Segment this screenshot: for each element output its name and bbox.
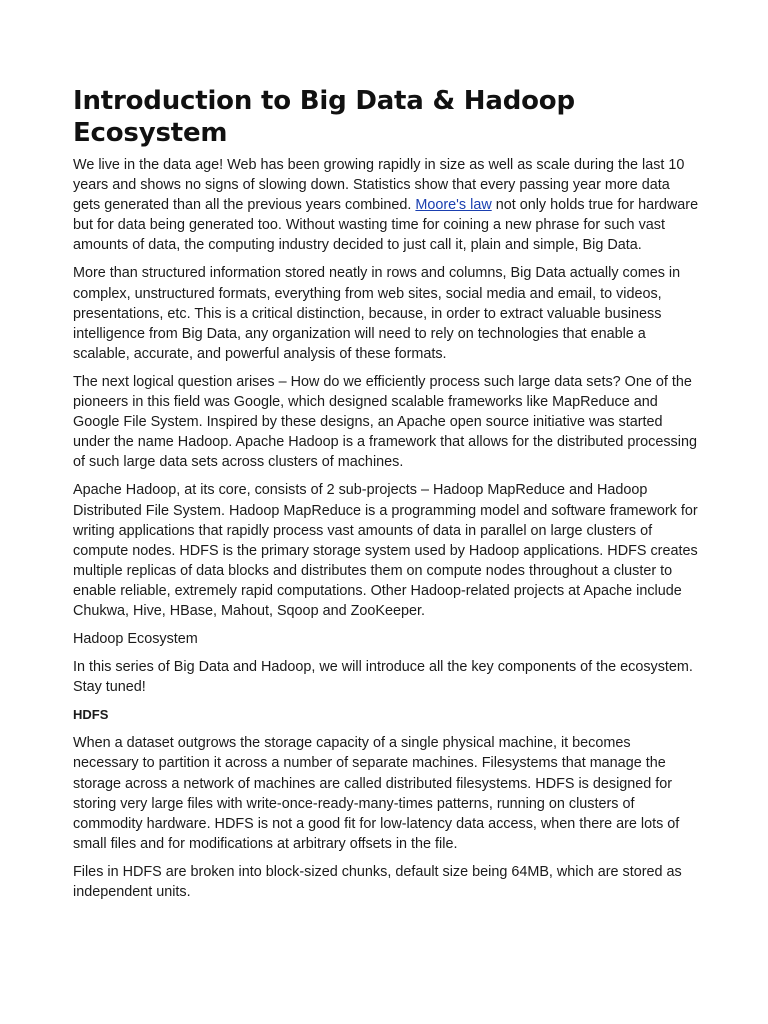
paragraph-intro-text-1: We live in the data age! Web has been growing rapidly in size as well as scale during the last 10 years and shows no signs of slowing down. Statistics show that every passing year more data gets generated than all the previous years combined. [73,157,685,214]
document-page [73,85,699,910]
paragraph-hdfs-blocks: Files in HDFS are broken into block-sized chunks, default size being 64MB, which are stored as independent units. [73,863,682,900]
moores-law-link[interactable]: Moore's law [415,197,492,214]
paragraph-hadoop-ecosystem: Hadoop Ecosystem [73,631,198,648]
hdfs-heading: HDFS [73,707,109,723]
paragraph-hdfs-description: When a dataset outgrows the storage capacity of a single physical machine, it becomes necessary to partition it across a number of separate machines. Filesystems that manage the storage across a network of machines are called distributed filesystems. HDFS is designed for storing very large files with write-once-ready-many-times patterns, running on clusters of commodity hardware. HDFS is not a good fit for low-latency data access, when there are lots of small files and for modifications at arbitrary offsets in the file. [73,735,680,852]
paragraph-intro [73,155,699,255]
paragraph-hadoop-core: Apache Hadoop, at its core, consists of 2 sub-projects – Hadoop MapReduce and Hadoop Distributed File System. Hadoop MapReduce is a programming model and software framework for writing applications that rapidly process vast amounts of data in parallel on large clusters of compute nodes. HDFS is the primary storage system used by Hadoop applications. HDFS creates multiple replicas of data blocks and distributes them on compute nodes throughout a cluster to enable reliable, extremely rapid computations. Other Hadoop-related projects at Apache include Chukwa, Hive, HBase, Mahout, Sqoop and ZooKeeper. [73,482,698,619]
paragraph-google-pioneers: The next logical question arises – How do we efficiently process such large data sets? One of the pioneers in this field was Google, which designed scalable frameworks like MapReduce and Google File System. Inspired by these designs, an Apache open source initiative was started under the name Hadoop. Apache Hadoop is a framework that allows for the distributed processing of such large data sets across clusters of machines. [73,373,697,471]
paragraph-structured-info: More than structured information stored neatly in rows and columns, Big Data actually comes in complex, unstructured formats, everything from web sites, social media and email, to videos, presentations, etc. This is a critical distinction, because, in order to extract valuable business intelligence from Big Data, any organization will need to rely on technologies that enable a scalable, accurate, and powerful analysis of these formats. [73,265,681,362]
page-title: Introduction to Big Data & Hadoop Ecosystem [73,86,575,148]
paragraph-series-intro: In this series of Big Data and Hadoop, we will introduce all the key components of the ecosystem. Stay tuned! [73,659,693,696]
paragraph-intro-text-2: not only holds true for hardware but for data being generated too. Without wasting time for coining a new phrase for such vast amounts of data, the computing industry decided to just call it, plain and simple, Big Data. [73,197,699,254]
